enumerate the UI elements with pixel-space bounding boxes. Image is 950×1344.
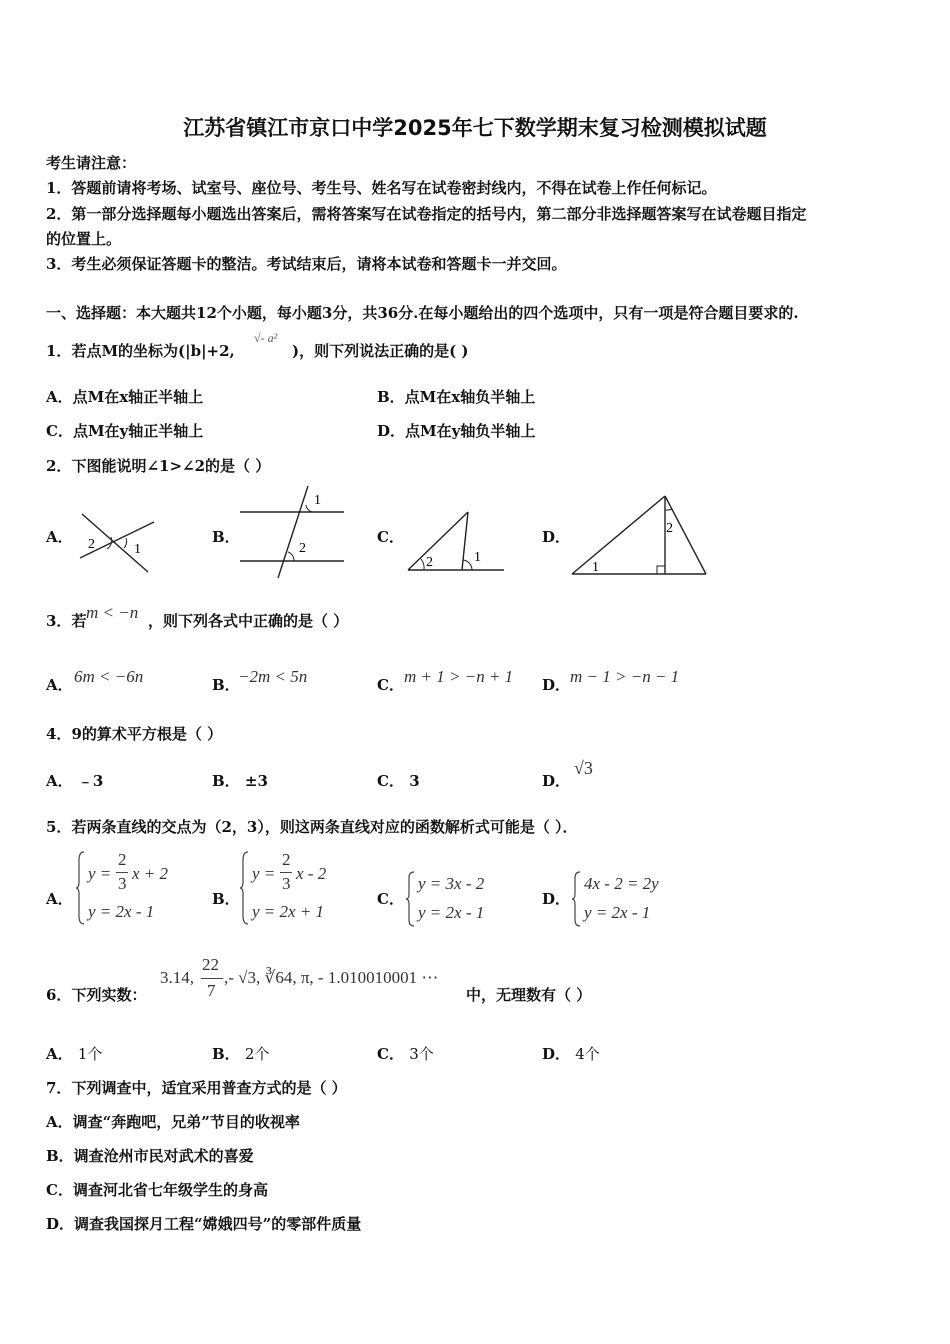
line	[408, 512, 468, 570]
equation-system-a	[76, 850, 186, 926]
option-a-expression: 6m < −6n	[74, 667, 144, 686]
notice-item: 的位置上。	[46, 230, 122, 248]
option-c: C．调查河北省七年级学生的身高	[46, 1181, 268, 1199]
option-c-label: C．	[377, 676, 404, 694]
notice-item: 3．考生必须保证答题卡的整洁。考试结束后，请将本试卷和答题卡一并交回。	[46, 255, 567, 273]
angle-arc	[421, 559, 424, 570]
option-c-label: C．	[377, 528, 404, 546]
option-a-label: A．	[46, 528, 73, 546]
brace-icon	[406, 870, 416, 928]
option-value: 4个	[575, 1045, 600, 1063]
question-stem: 若点M的坐标为(|b|+2,	[71, 342, 235, 360]
question-stem: 下列调查中，适宜采用普查方式的是（ ）	[71, 1079, 347, 1097]
question-stem: 下图能说明∠1>∠2的是（ ）	[71, 457, 271, 475]
equation-part: x - 2	[296, 864, 327, 883]
option-a-label: A．	[46, 676, 73, 694]
angle-arc	[665, 509, 672, 510]
question-number: 5．	[46, 818, 72, 836]
angle-label: 2	[299, 541, 306, 556]
option-c-expression: m + 1 > −n + 1	[404, 667, 514, 686]
option-b-label: B．	[212, 676, 240, 694]
angle-arc	[288, 552, 294, 561]
equation-row: y = 3x - 2	[418, 874, 485, 893]
sqrt-expression: √- a²	[254, 331, 278, 345]
question-number: 4．	[46, 725, 72, 743]
question-number: 3．	[46, 612, 72, 630]
option-b	[212, 770, 268, 791]
option-label: A．	[46, 1045, 73, 1063]
question-stem: )，则下列说法正确的是( )	[292, 342, 469, 360]
option-value: 3个	[409, 1045, 434, 1063]
option-a: A．调查“奔跑吧，兄弟”节目的收视率	[46, 1113, 300, 1131]
notice-item: 1．答题前请将考场、试室号、座位号、考生号、姓名写在试卷密封线内，不得在试卷上作任何标记。	[46, 179, 717, 197]
equation-system-b	[240, 850, 350, 926]
angle-label: 1	[474, 550, 481, 565]
option-d-label: D．	[542, 772, 571, 790]
section-heading: 一、选择题：本大题共12个小题，每小题3分，共36分.在每小题给出的四个选项中，只有一项是符合题目要求的.	[46, 304, 799, 322]
question-4	[46, 723, 222, 744]
brace-icon	[240, 850, 250, 926]
option-d-label: D．	[542, 890, 571, 908]
option-label: D．	[542, 1045, 571, 1063]
option-a: A．点M在x轴正半轴上	[46, 388, 204, 406]
question-stem: 中，无理数有（ ）	[466, 986, 592, 1004]
question-stem: 9的算术平方根是（ ）	[71, 725, 223, 743]
equation-part: y =	[252, 864, 276, 883]
equation-part: x + 2	[132, 864, 169, 883]
equation-row: 4x - 2 = 2y	[584, 874, 659, 893]
equation-row: y = 2x - 1	[584, 903, 651, 922]
brace-icon	[572, 870, 582, 928]
question-6	[46, 984, 146, 1005]
line	[572, 496, 665, 574]
figure-c	[404, 508, 506, 576]
option-d-expression: m − 1 > −n − 1	[570, 667, 680, 686]
fraction-bar	[280, 872, 292, 873]
notice-header: 考生请注意：	[46, 154, 137, 172]
angle-label: 1	[592, 560, 599, 575]
page-title: 江苏省镇江市京口中学2025年七下数学期末复习检测模拟试题	[183, 116, 767, 140]
fraction-denominator: 3	[282, 874, 291, 893]
fraction-numerator: 22	[202, 955, 219, 974]
option-b-label: B．	[212, 890, 240, 908]
option-d-label: D．	[542, 676, 571, 694]
question-number: 2．	[46, 457, 72, 475]
option-label: C．	[377, 772, 404, 790]
right-angle-mark	[657, 566, 665, 574]
equation-row: y = 2x - 1	[418, 903, 485, 922]
option-c	[377, 770, 420, 791]
option-c-label: C．	[377, 890, 404, 908]
option-d-label: D．	[542, 528, 571, 546]
fraction-bar	[116, 872, 128, 873]
option-c: C．点M在y轴正半轴上	[46, 422, 204, 440]
angle-label: 1	[314, 493, 321, 508]
option-d	[542, 1043, 600, 1064]
fraction-numerator: 2	[118, 850, 127, 869]
question-1	[46, 340, 235, 361]
option-c	[377, 1043, 434, 1064]
angle-label: 1	[134, 542, 141, 557]
figure-d	[568, 492, 710, 580]
option-label: B．	[212, 1045, 240, 1063]
question-3	[46, 610, 86, 631]
option-label: C．	[377, 1045, 404, 1063]
number-sequence: ,- √3, ∛64, π, - 1.010010001 ⋯	[224, 968, 439, 987]
option-a	[46, 770, 103, 791]
brace-icon	[76, 850, 86, 926]
angle-arc	[124, 538, 127, 548]
equation-part: y =	[88, 864, 112, 883]
question-number: 7．	[46, 1079, 72, 1097]
question-stem: 若	[71, 612, 87, 630]
question-stem: ，则下列各式中正确的是（ ）	[148, 612, 349, 630]
equation-row: y = 2x - 1	[88, 902, 155, 921]
option-b: B．点M在x轴负半轴上	[377, 388, 536, 406]
option-d: D．点M在y轴负半轴上	[377, 422, 536, 440]
question-5	[46, 816, 578, 837]
option-value: 1个	[77, 1045, 103, 1063]
option-value: ﹣3	[77, 772, 104, 790]
fraction-denominator: 3	[118, 874, 127, 893]
question-stem: 若两条直线的交点为（2，3），则这两条直线对应的函数解析式可能是（ ）．	[71, 818, 578, 836]
equation-row: y = 2x + 1	[252, 902, 325, 921]
equation-system-c	[406, 870, 506, 928]
equation-system-d	[572, 870, 682, 928]
angle-label: 2	[666, 521, 673, 536]
option-value: 3	[409, 772, 420, 790]
option-b	[212, 1043, 269, 1064]
question-number: 1．	[46, 342, 72, 360]
fraction-numerator: 2	[282, 850, 291, 869]
option-value: ±3	[244, 772, 268, 790]
option-b-label: B．	[212, 528, 240, 546]
option-b: B．调查沧州市民对武术的喜爱	[46, 1147, 254, 1165]
question-number: 6．	[46, 986, 72, 1004]
notice-item: 2．第一部分选择题每小题选出答案后，需将答案写在试卷指定的括号内，第二部分非选择题答案写在试卷题目指定	[46, 205, 807, 223]
option-b-expression: −2m < 5n	[238, 667, 308, 686]
condition-expression: m < −n	[86, 603, 139, 622]
question-2	[46, 455, 270, 476]
figure-b	[236, 484, 346, 580]
angle-arc	[463, 560, 472, 570]
fraction-denominator: 7	[207, 981, 216, 1000]
line	[278, 486, 308, 578]
number-sequence: 3.14,	[160, 968, 194, 987]
fraction-bar	[201, 978, 223, 979]
option-a-label: A．	[46, 890, 73, 908]
angle-arc	[306, 505, 313, 512]
angle-label: 2	[426, 555, 433, 570]
option-a	[46, 1043, 102, 1064]
question-7	[46, 1077, 347, 1098]
option-label: B．	[212, 772, 240, 790]
sqrt-3: √3	[574, 758, 593, 778]
option-value: 2个	[244, 1045, 270, 1063]
question-stem: 下列实数：	[71, 986, 147, 1004]
option-label: A．	[46, 772, 73, 790]
option-d: D．调查我国探月工程“嫦娥四号”的零部件质量	[46, 1215, 362, 1233]
figure-a	[76, 508, 158, 576]
angle-label: 2	[88, 537, 95, 552]
